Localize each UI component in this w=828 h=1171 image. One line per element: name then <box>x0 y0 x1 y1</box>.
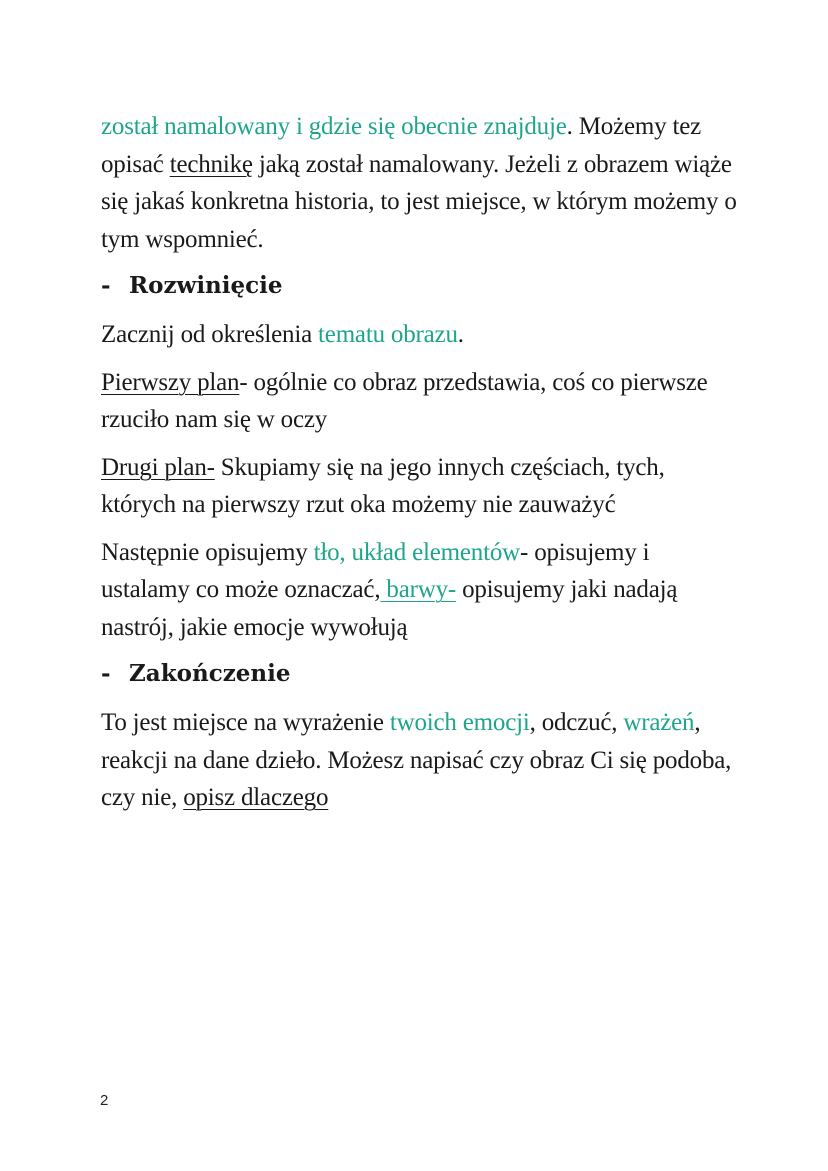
nastepnie-text-1: Następnie opisujemy <box>101 538 314 566</box>
heading-dash: - <box>101 272 111 299</box>
paragraph-temat <box>101 316 741 354</box>
temat-highlight: tematu obrazu <box>318 321 458 348</box>
paragraph-drugi-plan <box>101 449 741 524</box>
nastepnie-text-2: - opisujemy i ustalamy co może oznaczać, <box>101 538 650 603</box>
drugi-plan-term: Drugi plan- <box>101 453 215 481</box>
intro-text-2: jaką został namalowany. Jeżeli z obrazem wiąże się jakaś konkretna historia, to jest miejsce, w którym możemy o tym wspomnieć. <box>101 150 737 253</box>
zakonczenie-underlined-dlaczego: opisz dlaczego <box>183 784 329 811</box>
intro-underlined-technique: technikę <box>169 150 253 178</box>
nastepnie-text-3: opisujemy jaki nadają nastrój, jakie emocje wywołują <box>101 576 678 641</box>
zakonczenie-text-3: , reakcji na dane dzieło. Możesz napisać czy obraz Ci się podoba, czy nie, <box>101 709 732 811</box>
paragraph-nastepnie <box>101 534 741 647</box>
pierwszy-plan-term: Pierwszy plan <box>101 368 240 396</box>
paragraph-zakonczenie <box>101 704 741 817</box>
zakonczenie-text-1: To jest miejsce na wyrażenie <box>101 709 390 736</box>
intro-text-1: . Możemy tez opisać <box>101 113 701 178</box>
temat-text-1: Zacznij od określenia <box>101 321 319 348</box>
page-number: 2 <box>100 1092 109 1109</box>
pierwszy-plan-text: - ogólnie co obraz przedstawia, coś co pierwsze rzuciło nam się w oczy <box>101 368 708 433</box>
temat-text-2: . <box>457 321 464 348</box>
nastepnie-highlight-tlo: tło, układ elementów <box>313 538 521 566</box>
zakonczenie-highlight-emocje: twoich emocji <box>389 709 530 736</box>
drugi-plan-text: Skupiamy się na jego innych częściach, tych, których na pierwszy rzut oka możemy nie zauważyć <box>101 453 665 518</box>
intro-highlight: został namalowany i gdzie się obecnie znajduje <box>101 113 567 140</box>
intro-paragraph <box>101 108 741 258</box>
zakonczenie-highlight-wrazen: wrażeń <box>623 709 695 736</box>
heading-title: Rozwinięcie <box>129 272 283 299</box>
nastepnie-highlight-barwy: barwy- <box>380 576 457 603</box>
zakonczenie-text-2: , odczuć, <box>529 709 624 736</box>
section-heading-rozwiniecie <box>101 268 741 304</box>
document-body <box>101 108 741 827</box>
heading-dash: - <box>101 660 111 687</box>
paragraph-pierwszy-plan <box>101 364 741 439</box>
heading-title: Zakończenie <box>129 660 291 687</box>
section-heading-zakonczenie <box>101 656 741 692</box>
